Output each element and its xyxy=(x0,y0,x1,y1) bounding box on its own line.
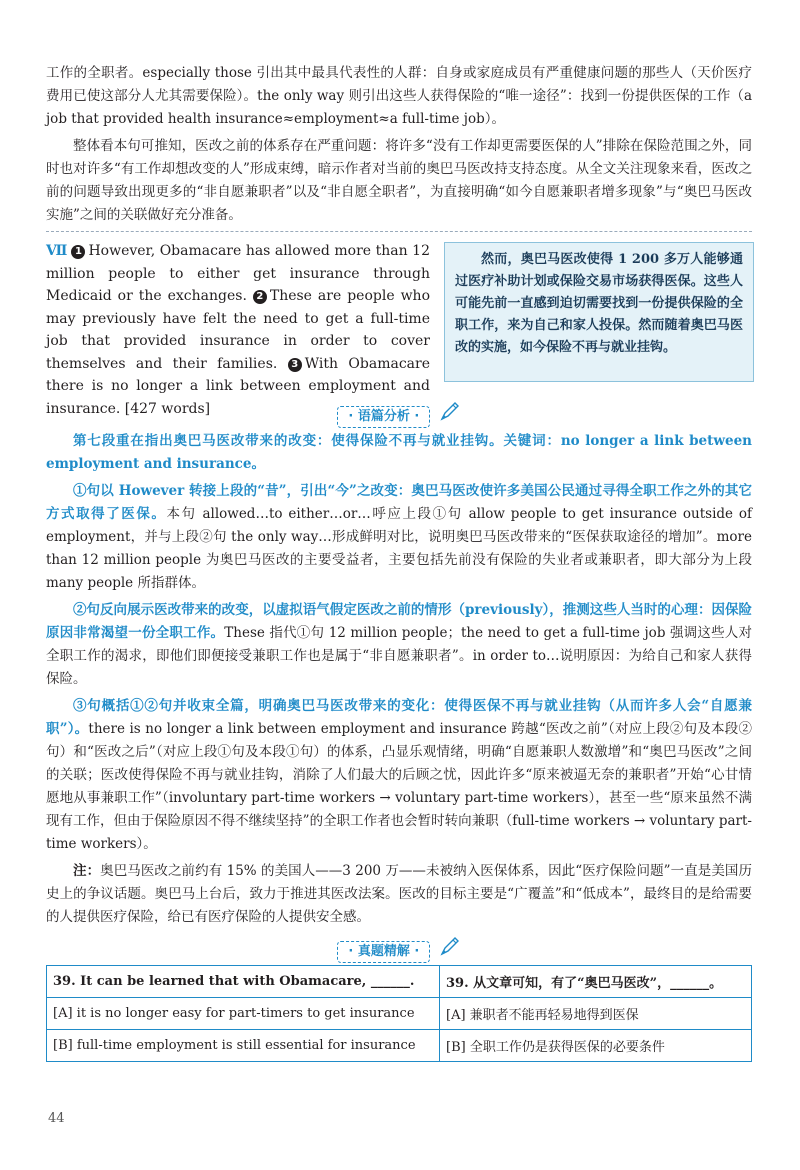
analysis-para-1-lead: ①句以 However 转接上段的“昔”，引出“今”之改变：奥巴马医改使许多美国公民通过寻得全职工作之外的其它方式取得了医保。 xyxy=(46,483,752,522)
translation-box xyxy=(444,242,754,382)
question-heading xyxy=(46,935,752,959)
english-paragraph xyxy=(46,240,430,420)
question-row xyxy=(47,966,752,998)
analysis-para-2-body: These 指代①句 12 million people；the need to get a full-time job 强调这些人对全职工作的渴求，即他们即便接受兼职工作也是属于“非自愿兼职者”。in order to…说明原因：为给自己和家人获得保险。 xyxy=(46,625,753,687)
pen-icon xyxy=(439,400,461,422)
analysis-para-3-body: there is no longer a link between employment and insurance 跨越“医改之前”（对应上段②句及本段②句）和“医改之后”（对应上段①句及本段①句）的体系，凸显乐观情绪，明确“自愿兼职人数激增”和“奥巴马医改”之间的关联；医改使得保险不再与就业挂钩，消除了人们最大的后顾之忧，因此许多“原来被逼无奈的兼职者”开始“心甘情愿地从事兼职工作”（involuntary part-time workers → voluntary part-time workers），甚至一些“原来虽然不满现有工作，但由于保险原因不得不继续坚持”的全职工作者也会暂时转向兼职（full-time workers → voluntary part-time workers）。 xyxy=(46,721,753,852)
sentence-number-2: 2 xyxy=(253,290,267,304)
page-number: 44 xyxy=(48,1111,65,1126)
analysis-para-1-body: 本句 allowed…to either…or…呼应上段①句 allow people to get insurance outside of employment，并与上段②句 the only way…形成鲜明对比，说明奥巴马医改带来的“医保获取途径的增加”。more than 12 million people 为奥巴马医改的主要受益者，主要包括先前没有保险的失业者或兼职者，即大部分为上段 many people 所指群体。 xyxy=(46,506,753,591)
analysis-para-1 xyxy=(46,480,752,595)
question-heading-label: · 真题精解 · xyxy=(337,941,430,963)
question-table xyxy=(46,965,752,1062)
question-chinese: 39. 从文章可知，有了“奥巴马医改”，______。 xyxy=(440,966,752,998)
analysis-para-2-lead: ②句反向展示医改带来的改变，以虚拟语气假定医改之前的情形（previously），推测这些人当时的心理：因保险原因非常渴望一份全职工作。 xyxy=(46,602,752,641)
note-label: 注： xyxy=(73,863,101,879)
sentence-number-3: 3 xyxy=(288,358,302,372)
pen-icon xyxy=(439,935,461,957)
roman-numeral: Ⅶ xyxy=(46,243,68,259)
analysis-para-2 xyxy=(46,599,752,691)
note-text: 奥巴马医改之前约有 15% 的美国人——3 200 万——未被纳入医保体系，因此“医疗保险问题”一直是美国历史上的争议话题。奥巴马上台后，致力于推进其医改法案。医改的目标主要是“广覆盖”和“低成本”，最终目的是给需要的人提供医疗保险，给已有医疗保险的人提供安全感。 xyxy=(46,863,752,925)
analysis-para-3-lead: ③句概括①②句并收束全篇，明确奥巴马医改带来的变化：使得医保不再与就业挂钩（从而许多人会“自愿兼职”）。 xyxy=(46,698,752,737)
option-row[interactable] xyxy=(47,998,752,1030)
sentence-3: With Obamacare there is no longer a link between employment and insurance. xyxy=(46,355,430,417)
analysis-heading-label: · 语篇分析 · xyxy=(337,406,430,428)
paragraph-top-1: 工作的全职者。especially those 引出其中最具代表性的人群：自身或家庭成员有严重健康问题的那些人（天价医疗费用已使这部分人尤其需要保险）。the only way 则引出这些人获得保险的“唯一途径”：找到一份提供医保的工作（a job that provided health insurance≈employment≈a full-time job）。 xyxy=(46,65,752,127)
sentence-2: These are people who may previously have felt the need to get a full-time job that provided insurance in order to cover themselves and their families. xyxy=(46,288,430,372)
paragraph-top-2: 整体看本句可推知，医改之前的体系存在严重问题：将许多“没有工作却更需要医保的人”排除在保险范围之外，同时也对许多“有工作却想改变的人”形成束缚，暗示作者对当前的奥巴马医改持支持态度。从全文关注现象来看，医改之前的问题导致出现更多的“非自愿兼职者”以及“非自愿全职者”，为直接明确“如今自愿兼职者增多现象”与“奥巴马医改实施”之间的关联做好充分准备。 xyxy=(46,138,752,223)
page-content xyxy=(46,62,752,1062)
analysis-note xyxy=(46,860,752,929)
analysis-intro: 第七段重在指出奥巴马医改带来的改变：使得保险不再与就业挂钩。关键词：no longer a link between employment and insurance。 xyxy=(46,433,752,472)
word-count: [427 words] xyxy=(124,400,211,417)
sentence-1: However, Obamacare has allowed more than 12 million people to either get insurance through Medicaid or the exchanges. xyxy=(46,243,430,304)
option-b-english[interactable]: [B] full-time employment is still essential for insurance xyxy=(47,1030,440,1062)
option-row[interactable] xyxy=(47,1030,752,1062)
question-english: 39. It can be learned that with Obamacare, ______. xyxy=(47,966,440,998)
sentence-number-1: 1 xyxy=(71,245,85,259)
translation-text: 然而，奥巴马医改使得 1 200 多万人能够通过医疗补助计划或保险交易市场获得医保。这些人可能先前一直感到迫切需要找到一份提供保险的全职工作，来为自己和家人投保。然而随着奥巴马医改的实施，如今保险不再与就业挂钩。 xyxy=(455,252,743,355)
analysis-para-3 xyxy=(46,695,752,856)
option-a-english[interactable]: [A] it is no longer easy for part-timers to get insurance xyxy=(47,998,440,1030)
option-a-chinese[interactable]: [A] 兼职者不能再轻易地得到医保 xyxy=(440,998,752,1030)
option-b-chinese[interactable]: [B] 全职工作仍是获得医保的必要条件 xyxy=(440,1030,752,1062)
